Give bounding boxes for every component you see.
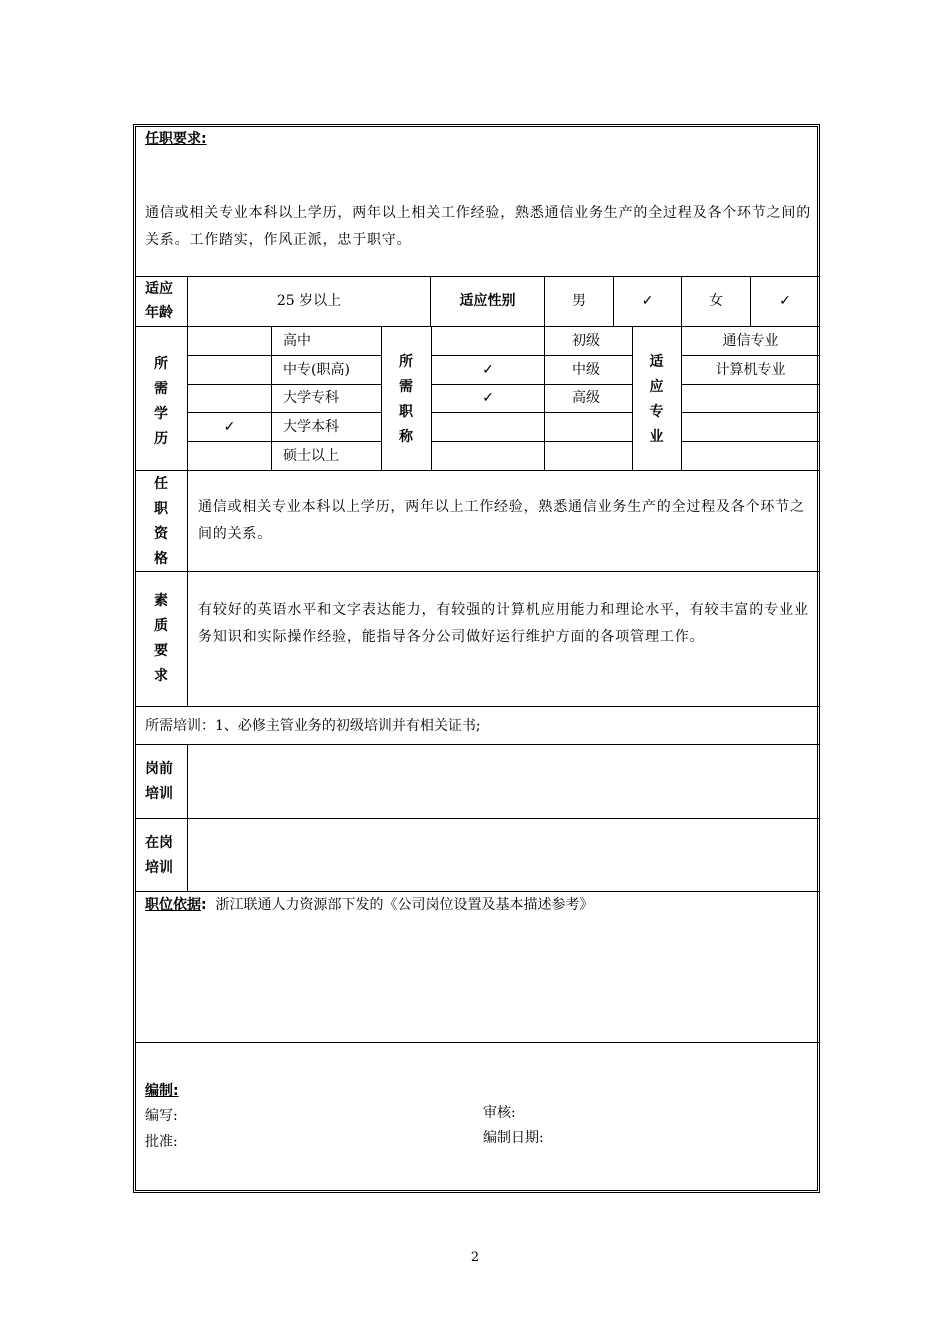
major-label: 适 应 专 业	[649, 354, 664, 445]
on-job-training-label-line1: 在岗	[145, 835, 173, 851]
column-divider	[271, 326, 272, 470]
education-level: 硕士以上	[283, 448, 339, 464]
compile-reviewer: 审核:	[483, 1105, 516, 1121]
row-divider	[135, 326, 819, 327]
gender-female-check: ✓	[779, 293, 791, 309]
cell-divider	[681, 384, 819, 385]
row-divider	[135, 706, 819, 707]
title-level-label: 所 需 职 称	[399, 354, 413, 445]
cell-divider	[187, 412, 381, 413]
compile-writer: 编写:	[145, 1108, 178, 1124]
title-level: 初级	[572, 333, 600, 349]
row-divider	[135, 276, 819, 277]
compile-approver: 批准:	[145, 1134, 178, 1150]
column-divider	[544, 326, 545, 470]
cell-divider	[187, 441, 381, 442]
requirements-text: 通信或相关专业本科以上学历，两年以上相关工作经验，熟悉通信业务生产的全过程及各个环节之间的关系。工作踏实，作风正派，忠于职守。	[145, 205, 811, 248]
basis-label: 职位依据	[145, 897, 201, 913]
gender-male-check: ✓	[641, 293, 654, 309]
cell-divider	[431, 441, 632, 442]
pre-training-label-line2: 培训	[145, 786, 173, 802]
requirements-title: 任职要求:	[145, 131, 207, 147]
column-divider	[187, 744, 188, 891]
cell-divider	[187, 355, 381, 356]
qualification-text: 通信或相关专业本科以上学历，两年以上工作经验，熟悉通信业务生产的全过程及各个环节之间的关系。	[198, 499, 805, 542]
gender-label: 适应性别	[459, 293, 516, 309]
training-text: 所需培训：1、必修主管业务的初级培训并有相关证书;	[145, 718, 481, 734]
page-number: 2	[470, 1250, 480, 1265]
cell-divider	[431, 412, 632, 413]
row-divider	[135, 891, 819, 892]
basis-line	[145, 898, 594, 912]
cell-divider	[681, 355, 819, 356]
education-level: 中专(职高)	[283, 362, 350, 378]
row-divider	[135, 818, 819, 819]
cell-divider	[681, 441, 819, 442]
age-label-line1: 适应	[145, 281, 173, 297]
education-level: 高中	[283, 333, 311, 349]
cell-divider	[431, 355, 632, 356]
education-label: 所 需 学 历	[154, 356, 168, 447]
job-description-table	[133, 124, 820, 1193]
row-divider	[135, 470, 819, 471]
qualification-label: 任 职 资 格	[154, 476, 168, 567]
title-level-check: ✓	[482, 362, 494, 378]
education-check: ✓	[223, 419, 236, 435]
basis-text: 浙江联通人力资源部下发的《公司岗位设置及基本描述参考》	[215, 897, 594, 913]
title-level: 高级	[572, 390, 600, 406]
gender-male: 男	[572, 293, 586, 309]
title-level-check: ✓	[482, 390, 494, 406]
pre-training-label-line1: 岗前	[145, 761, 173, 777]
compile-title: 编制:	[145, 1083, 179, 1099]
basis-colon: :	[201, 897, 207, 913]
major-item: 计算机专业	[715, 362, 786, 378]
row-divider	[135, 571, 819, 572]
title-level: 中级	[572, 362, 600, 378]
age-label-line2: 年龄	[145, 305, 173, 321]
cell-divider	[187, 384, 381, 385]
row-divider	[135, 744, 819, 745]
education-level: 大学本科	[283, 419, 339, 435]
education-level: 大学专科	[283, 390, 339, 406]
major-item: 通信专业	[722, 333, 779, 349]
quality-label: 素 质 要 求	[154, 593, 168, 684]
cell-divider	[681, 412, 819, 413]
compile-date: 编制日期:	[483, 1130, 544, 1146]
gender-female: 女	[709, 293, 723, 309]
column-divider	[187, 276, 188, 706]
on-job-training-label-line2: 培训	[145, 860, 173, 876]
cell-divider	[431, 384, 632, 385]
quality-text: 有较好的英语水平和文字表达能力，有较强的计算机应用能力和理论水平，有较丰富的专业业务知识和实际操作经验，能指导各分公司做好运行维护方面的各项管理工作。	[198, 602, 809, 645]
row-divider	[135, 1042, 819, 1043]
age-value: 25 岁以上	[276, 293, 342, 309]
